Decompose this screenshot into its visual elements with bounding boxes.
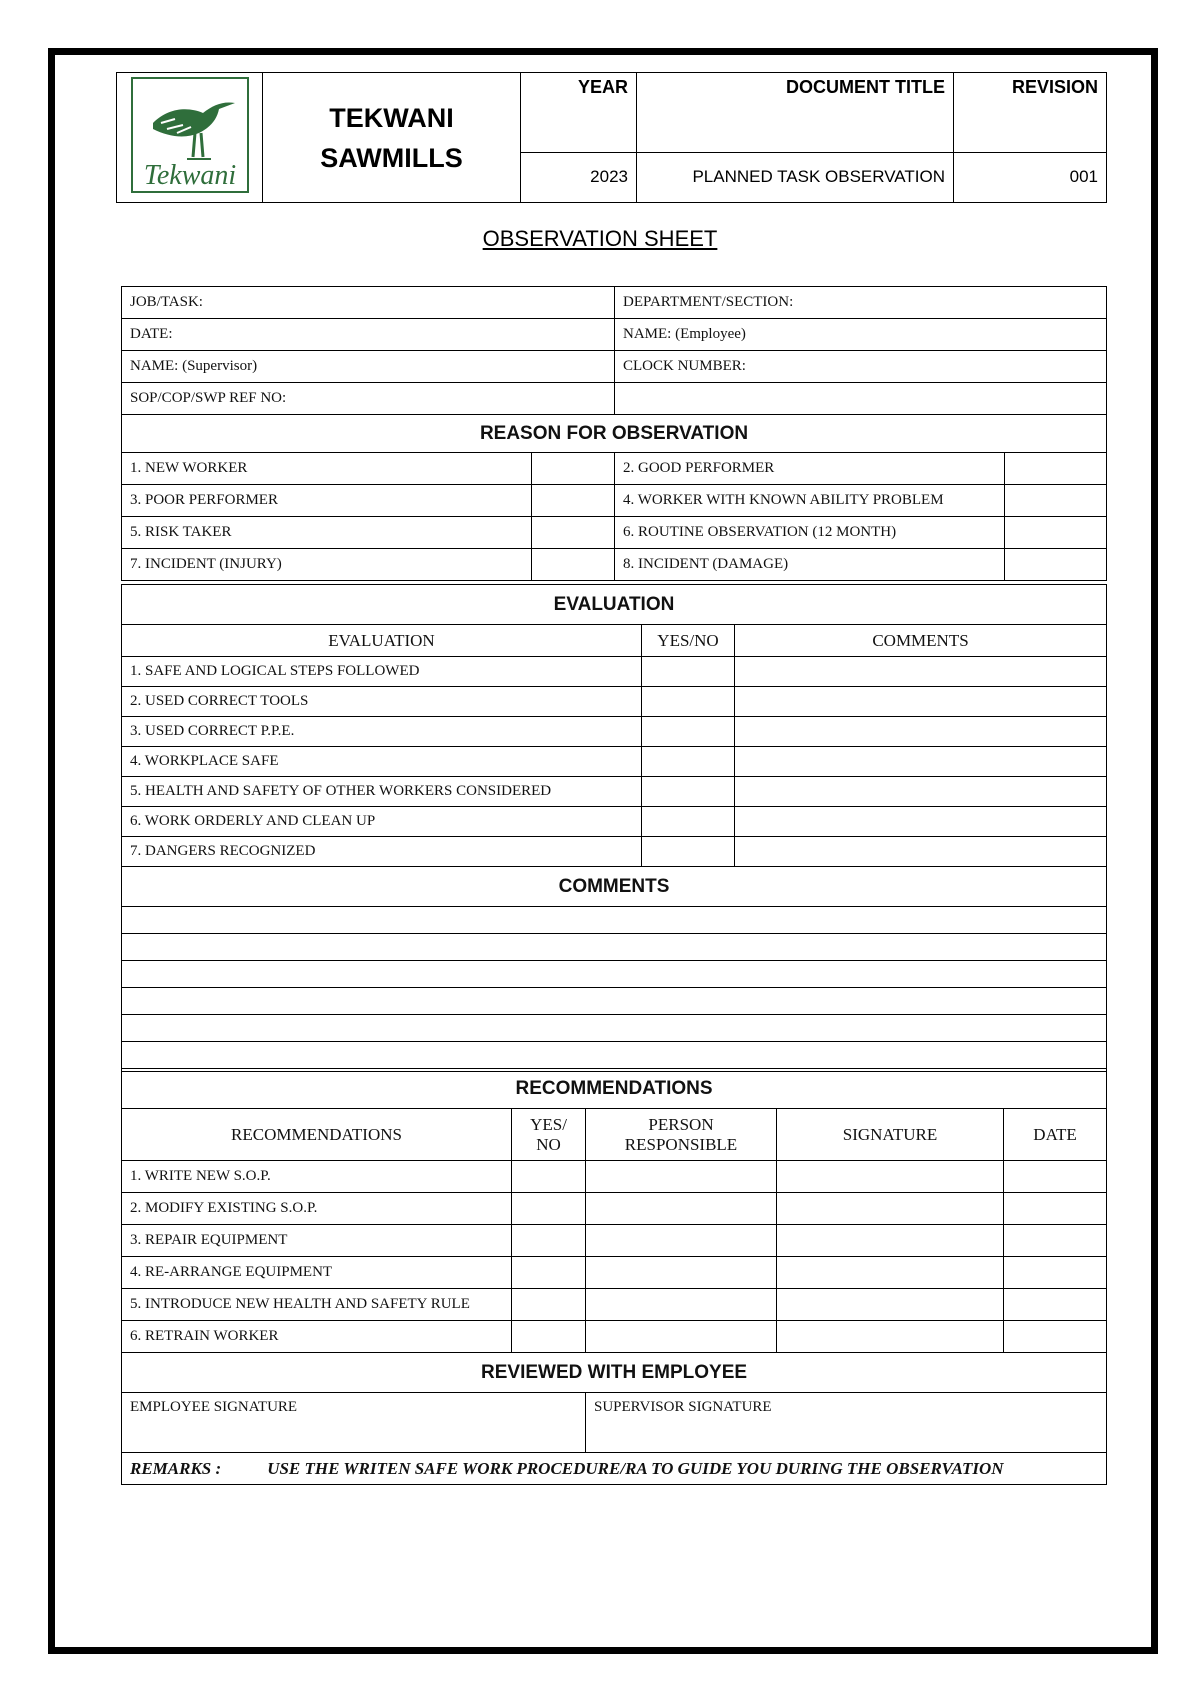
reason-label: 8. INCIDENT (DAMAGE) <box>615 549 1005 581</box>
yes-no-header-line: NO <box>536 1134 561 1154</box>
recommendation-yes-no-cell[interactable] <box>512 1321 586 1353</box>
reason-label: 7. INCIDENT (INJURY) <box>122 549 532 581</box>
evaluation-comment-cell[interactable] <box>735 837 1107 867</box>
evaluation-yes-no-cell[interactable] <box>642 717 735 747</box>
recommendation-item: 5. INTRODUCE NEW HEALTH AND SAFETY RULE <box>122 1289 512 1321</box>
evaluation-item: 5. HEALTH AND SAFETY OF OTHER WORKERS CONSIDERED <box>122 777 642 807</box>
evaluation-comment-cell[interactable] <box>735 717 1107 747</box>
info-and-reason-table <box>121 286 1107 581</box>
evaluation-item: 7. DANGERS RECOGNIZED <box>122 837 642 867</box>
reason-checkbox[interactable] <box>532 485 615 517</box>
recommendation-item: 3. REPAIR EQUIPMENT <box>122 1225 512 1257</box>
clock-number-field[interactable]: CLOCK NUMBER: <box>615 351 1107 383</box>
recommendation-signature-cell[interactable] <box>777 1321 1004 1353</box>
recommendation-person-cell[interactable] <box>586 1257 777 1289</box>
comment-line[interactable] <box>122 934 1107 961</box>
yes-no-column-header <box>512 1109 586 1161</box>
recommendation-yes-no-cell[interactable] <box>512 1193 586 1225</box>
person-header-line: PERSON <box>648 1114 714 1134</box>
year-value: 2023 <box>521 152 637 202</box>
revision-value: 001 <box>954 152 1107 202</box>
recommendation-yes-no-cell[interactable] <box>512 1225 586 1257</box>
evaluation-item: 6. WORK ORDERLY AND CLEAN UP <box>122 807 642 837</box>
company-logo <box>117 73 263 203</box>
year-label: YEAR <box>521 73 637 153</box>
evaluation-item: 2. USED CORRECT TOOLS <box>122 687 642 717</box>
recommendation-date-cell[interactable] <box>1004 1225 1107 1257</box>
comment-line[interactable] <box>122 988 1107 1015</box>
remarks-row <box>122 1453 1107 1485</box>
reason-checkbox[interactable] <box>1005 453 1107 485</box>
evaluation-comment-cell[interactable] <box>735 807 1107 837</box>
evaluation-item: 1. SAFE AND LOGICAL STEPS FOLLOWED <box>122 657 642 687</box>
yes-no-column-header: YES/NO <box>642 625 735 657</box>
recommendation-person-cell[interactable] <box>586 1161 777 1193</box>
reason-label: 2. GOOD PERFORMER <box>615 453 1005 485</box>
revision-label: REVISION <box>954 73 1107 153</box>
recommendation-signature-cell[interactable] <box>777 1225 1004 1257</box>
person-header-line: RESPONSIBLE <box>624 1134 738 1154</box>
comment-line[interactable] <box>122 1042 1107 1072</box>
yes-no-header-line: YES/ <box>530 1114 567 1134</box>
date-column-header: DATE <box>1004 1109 1107 1161</box>
evaluation-comment-cell[interactable] <box>735 777 1107 807</box>
document-title-value: PLANNED TASK OBSERVATION <box>637 152 954 202</box>
recommendation-signature-cell[interactable] <box>777 1289 1004 1321</box>
comment-line[interactable] <box>122 961 1107 988</box>
comment-line[interactable] <box>122 1015 1107 1042</box>
reason-checkbox[interactable] <box>1005 485 1107 517</box>
sheet-title: OBSERVATION SHEET <box>482 226 718 251</box>
date-field[interactable]: DATE: <box>122 319 615 351</box>
evaluation-column-header: EVALUATION <box>122 625 642 657</box>
comments-heading: COMMENTS <box>122 867 1107 907</box>
evaluation-item: 3. USED CORRECT P.P.E. <box>122 717 642 747</box>
evaluation-yes-no-cell[interactable] <box>642 807 735 837</box>
recommendation-item: 4. RE-ARRANGE EQUIPMENT <box>122 1257 512 1289</box>
evaluation-comment-cell[interactable] <box>735 747 1107 777</box>
reason-checkbox[interactable] <box>1005 517 1107 549</box>
comment-line[interactable] <box>122 907 1107 934</box>
reason-label: 4. WORKER WITH KNOWN ABILITY PROBLEM <box>615 485 1005 517</box>
evaluation-heading: EVALUATION <box>122 585 1107 625</box>
evaluation-yes-no-cell[interactable] <box>642 777 735 807</box>
supervisor-signature-field[interactable]: SUPERVISOR SIGNATURE <box>586 1393 1107 1453</box>
document-header <box>116 72 1107 203</box>
remarks-text: USE THE WRITEN SAFE WORK PROCEDURE/RA TO GUIDE YOU DURING THE OBSERVATION <box>267 1458 1004 1478</box>
reason-label: 5. RISK TAKER <box>122 517 532 549</box>
recommendations-heading: RECOMMENDATIONS <box>122 1069 1107 1109</box>
reason-heading: REASON FOR OBSERVATION <box>122 415 1107 453</box>
evaluation-comment-cell[interactable] <box>735 657 1107 687</box>
reason-checkbox[interactable] <box>1005 549 1107 581</box>
remarks-label: REMARKS : <box>130 1458 222 1478</box>
recommendation-person-cell[interactable] <box>586 1289 777 1321</box>
reason-label: 1. NEW WORKER <box>122 453 532 485</box>
employee-name-field[interactable]: NAME: (Employee) <box>615 319 1107 351</box>
department-section-field[interactable]: DEPARTMENT/SECTION: <box>615 287 1107 319</box>
recommendations-column-header: RECOMMENDATIONS <box>122 1109 512 1161</box>
recommendation-item: 2. MODIFY EXISTING S.O.P. <box>122 1193 512 1225</box>
evaluation-yes-no-cell[interactable] <box>642 657 735 687</box>
recommendation-signature-cell[interactable] <box>777 1193 1004 1225</box>
recommendations-table <box>121 1068 1107 1485</box>
recommendation-signature-cell[interactable] <box>777 1161 1004 1193</box>
recommendation-person-cell[interactable] <box>586 1225 777 1257</box>
reason-label: 3. POOR PERFORMER <box>122 485 532 517</box>
sop-ref-value[interactable] <box>615 383 1107 415</box>
evaluation-yes-no-cell[interactable] <box>642 837 735 867</box>
reason-checkbox[interactable] <box>532 549 615 581</box>
recommendation-date-cell[interactable] <box>1004 1193 1107 1225</box>
employee-signature-field[interactable]: EMPLOYEE SIGNATURE <box>122 1393 586 1453</box>
evaluation-yes-no-cell[interactable] <box>642 747 735 777</box>
recommendation-date-cell[interactable] <box>1004 1321 1107 1353</box>
company-name: TEKWANI SAWMILLS <box>263 73 521 203</box>
recommendation-item: 6. RETRAIN WORKER <box>122 1321 512 1353</box>
evaluation-yes-no-cell[interactable] <box>642 687 735 717</box>
recommendation-person-cell[interactable] <box>586 1321 777 1353</box>
document-title-label: DOCUMENT TITLE <box>637 73 954 153</box>
evaluation-item: 4. WORKPLACE SAFE <box>122 747 642 777</box>
recommendation-yes-no-cell[interactable] <box>512 1257 586 1289</box>
recommendation-item: 1. WRITE NEW S.O.P. <box>122 1161 512 1193</box>
heron-logo-icon <box>131 77 249 193</box>
sop-ref-field[interactable]: SOP/COP/SWP REF NO: <box>122 383 615 415</box>
supervisor-name-field[interactable]: NAME: (Supervisor) <box>122 351 615 383</box>
recommendation-date-cell[interactable] <box>1004 1289 1107 1321</box>
recommendation-yes-no-cell[interactable] <box>512 1289 586 1321</box>
signature-column-header: SIGNATURE <box>777 1109 1004 1161</box>
recommendation-person-cell[interactable] <box>586 1193 777 1225</box>
recommendation-yes-no-cell[interactable] <box>512 1161 586 1193</box>
job-task-field[interactable]: JOB/TASK: <box>122 287 615 319</box>
recommendation-date-cell[interactable] <box>1004 1257 1107 1289</box>
reason-checkbox[interactable] <box>532 453 615 485</box>
reason-checkbox[interactable] <box>532 517 615 549</box>
recommendation-signature-cell[interactable] <box>777 1257 1004 1289</box>
evaluation-table <box>121 584 1107 1072</box>
reason-label: 6. ROUTINE OBSERVATION (12 MONTH) <box>615 517 1005 549</box>
recommendation-date-cell[interactable] <box>1004 1161 1107 1193</box>
logo-text: Tekwani <box>143 160 236 191</box>
comments-column-header: COMMENTS <box>735 625 1107 657</box>
reviewed-heading: REVIEWED WITH EMPLOYEE <box>122 1353 1107 1393</box>
person-responsible-column-header <box>586 1109 777 1161</box>
evaluation-comment-cell[interactable] <box>735 687 1107 717</box>
